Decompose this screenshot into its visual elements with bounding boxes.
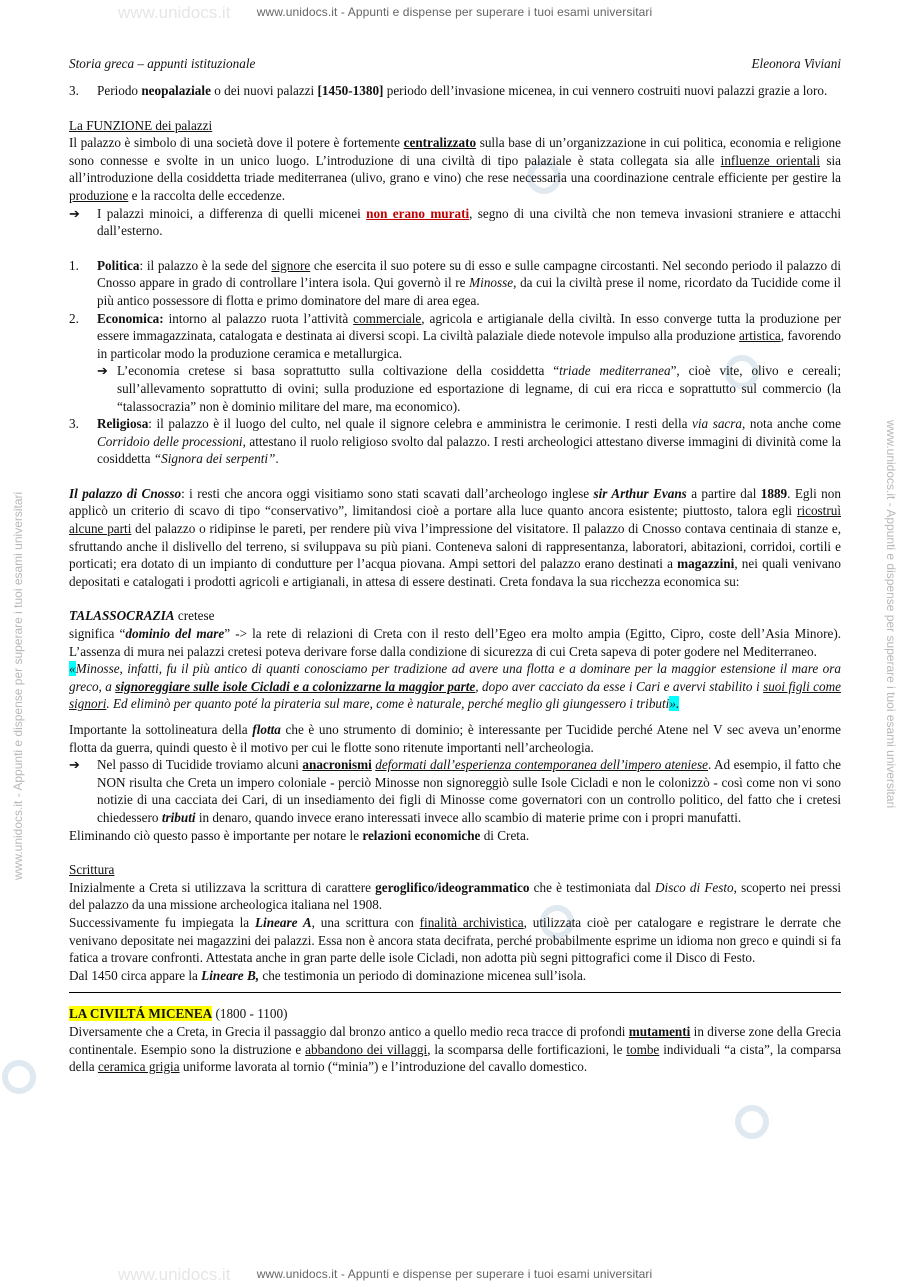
watermark-logo-icon	[735, 1105, 769, 1139]
paragraph-micenea: Diversamente che a Creta, in Grecia il passaggio dal bronzo antico a quello medio reca tracce di profondi mutamenti in diverse zone della Grecia continentale. Esempio sono la distruzione e abbandono dei villaggi, la scomparsa delle fortificazioni, le tombe individuali “a cista”, la comparsa della ceramica grigia uniforme lavorata al tornio (“minia”) e l’introduzione del cavallo domestico.	[69, 1023, 841, 1075]
list-number: 2.	[69, 310, 79, 326]
watermark-side-right: www.unidocs.it - Appunti e dispense per superare i tuoi esami universitari	[884, 420, 898, 809]
function-item-politica: 1. Politica: il palazzo è la sede del signore che esercita il suo potere su di esso e sulle campagne circostanti. Nel secondo periodo il palazzo di Cnosso appare in grado di controllare l’intera isola. Qui governò il re Minosse, da cui la civiltà prese il nome, ricordato da Tucidide come il più antico possessore di flotta e primo dominatore del mare di area egea.	[69, 257, 841, 308]
paragraph-cnosso: Il palazzo di Cnosso: i resti che ancora oggi visitiamo sono stati scavati dall’archeologo inglese sir Arthur Evans a partire dal 1889. Egli non applicò un criterio di scavo di tipo “conservativo”, limitandosi cioè a portare alla luce quanto ancora esistente; piuttosto, talora egli ricostruì alcune parti del palazzo o ridipinse le pareti, per rendere più viva l’impressione del visitatore. Il palazzo di Cnosso contava centinaia di stanze e, sfruttando anche il dislivello del terreno, si sviluppava su più piani. Conteneva saloni di rappresentanza, laboratori, abitazioni, corridoi, cortili e porticati; era dotato di un impianto di condutture per l’acqua piovana. Ampi settori del palazzo erano destinati a magazzini, nei quali venivano depositati e catalogati i prodotti agricoli e artigianali, in attesa di essere destinati. Creta fondava la sua ricchezza economica su:	[69, 485, 841, 589]
list-number: 3.	[69, 83, 79, 98]
paragraph-talassocrazia: significa “dominio del mare” -> la rete di relazioni di Creta con il resto dell’Egeo era molto ampia (Egitto, Cipro, coste dell’Asia Minore). L’assenza di mura nei palazzi cretesi poteva derivare forse dalla condizione di sicurezza di cui Creta sapeva di poter godere nel Mediterraneo.	[69, 626, 842, 659]
arrow-icon: ➔	[69, 205, 81, 221]
watermark-side-left: www.unidocs.it - Appunti e dispense per superare i tuoi esami universitari	[11, 491, 25, 880]
function-item-economica: 2. Economica: intorno al palazzo ruota l’attività commerciale, agricola e artigianale della civiltà. In esso converge tutta la produzione per essere immagazzinata, catalogata e destinata ai diversi scopi. La civiltà palaziale diede notevole impulso alla produzione artistica, favorendo in particolar modo la produzione ceramica e metallurgica.	[69, 310, 841, 361]
paragraph-flotta: Importante la sottolineatura della flotta che è uno strumento di dominio; è interessante per Tucidide perché Atene nel V sec aveva un’enorme flotta da guerra, quindi questo è il motivo per cui le flotte sono ritenute importanti nell’archeologia.	[69, 722, 841, 755]
list-text: Periodo neopalaziale o dei nuovi palazzi [1450-1380] periodo dell’invasione micenea, in cui vennero costruiti nuovi palazzi grazie a loro.	[97, 83, 828, 98]
note-mura: ➔ I palazzi minoici, a differenza di quelli micenei non erano murati, segno di una civiltà che non temeva invasioni straniere e attacchi dall’esterno.	[69, 205, 841, 239]
document-body	[69, 82, 841, 1076]
arrow-icon: ➔	[97, 363, 109, 379]
watermark-bottom: www.unidocs.it - Appunti e dispense per superare i tuoi esami universitari	[256, 1267, 653, 1281]
section-title-funzione: La FUNZIONE dei palazzi	[69, 117, 213, 133]
list-number: 1.	[69, 257, 79, 273]
watermark-ghost-bottom-left: www.unidocs.it	[118, 1265, 231, 1284]
section-title-scrittura: Scrittura	[69, 862, 115, 878]
section-divider	[69, 992, 841, 993]
period-item-3	[69, 82, 841, 100]
page-header	[69, 55, 841, 73]
paragraph-geroglifico: Inizialmente a Creta si utilizzava la scrittura di carattere geroglifico/ideogrammatico che è testimoniata dal Disco di Festo, scoperto nei pressi del palazzo da una missione archeologica italiana nel 1908.	[69, 879, 841, 913]
paragraph-funzione: Il palazzo è simbolo di una società dove il potere è fortemente centralizzato sulla base di un’organizzazione in cui politica, economia e religione sono connesse e svolte in un unico luogo. L’introduzione di una civiltà di tipo palaziale è stata collegata sia alle influenze orientali sia all’introduzione della cosiddetta triade mediterranea (ulivo, grano e vino) che rese necessaria una coordinazione centrale efficiente per gestire la produzione e la raccolta delle eccedenze.	[69, 135, 842, 203]
note-anacronismi: ➔ Nel passo di Tucidide troviamo alcuni anacronismi deformati dall’esperienza contemporanea dell’impero ateniese. Ad esempio, il fatto che NON risulta che Creta un impero coloniale - perciò Minosse non signoreggiò sulle Isole Cicladi e non le colonizzò - così come non vi sono notizie di una cacciata dei Cari, di un insediamento dei figli di Minosse come governatori con un controllo politico, del fatto che i cretesi chiedessero tributi in denaro, quando invece erano interessati invece allo scambio di materie prime con i propri manufatti.	[69, 757, 842, 825]
watermark-logo-icon	[2, 1060, 36, 1094]
watermark-ghost-top-left: www.unidocs.it	[118, 3, 231, 22]
arrow-icon: ➔	[69, 757, 81, 773]
watermark-top: www.unidocs.it - Appunti e dispense per superare i tuoi esami universitari	[256, 5, 653, 19]
paragraph-relazioni: Eliminando ciò questo passo è importante per notare le relazioni economiche di Creta.	[69, 827, 530, 843]
header-course-title: Storia greca – appunti istituzionale	[69, 56, 256, 71]
paragraph-lineare-b: Dal 1450 circa appare la Lineare B, che testimonia un periodo di dominazione micenea sull’isola.	[69, 967, 587, 983]
quote-tucidide: «Minosse, infatti, fu il più antico di quanti conosciamo per tradizione ad avere una flotta e a dominare per la maggior estensione il mare ora greco, a signoreggiare sulle isole Cicladi e a colonizzarne la maggior parte, dopo aver cacciato da esse i Cari e avervi stabilito i suoi figli come signori. Ed eliminò per quanto poté la pirateria sul mare, come è naturale, perché meglio gli giungessero i tributi».	[69, 661, 842, 712]
note-economia-cretese: ➔ L’economia cretese si basa soprattutto sulla coltivazione della cosiddetta “triade mediterranea”, cioè vite, olivo e cereali; sull’allevamento soprattutto di ovini; sulla produzione ed esportazione di legname, di cui era ricca e soprattutto sul commercio (la “talassocrazia” non è dominio militare del mare, ma economico).	[97, 363, 841, 414]
list-number: 3.	[69, 416, 79, 432]
section-title-talassocrazia: TALASSOCRAZIA cretese	[69, 608, 215, 624]
header-author: Eleonora Viviani	[751, 56, 841, 71]
paragraph-lineare-a: Successivamente fu impiegata la Lineare A, una scrittura con finalità archivistica, utilizzata cioè per catalogare e registrare le derrate che venivano depositate nei magazzini dei palazzi. Essa non è ancora stata decifrata, perché probabilmente esprime un idioma non greco e quindi si fa fatica a trovare confronti. Attestata anche in gran parte delle isole Cicladi, non adotta più segni pittografici come il Disco di Festo.	[69, 914, 841, 966]
function-item-religiosa: 3. Religiosa: il palazzo è il luogo del culto, nel quale il signore celebra e amministra le cerimonie. I resti della via sacra, nota anche come Corridoio delle processioni, attestano il ruolo religioso svolto dal palazzo. I resti archeologici attestano diverse immagini di divinità come la cosiddetta “Signora dei serpenti”.	[69, 416, 841, 467]
section-title-micenea: LA CIVILTÁ MICENEA (1800 - 1100)	[69, 1006, 288, 1022]
